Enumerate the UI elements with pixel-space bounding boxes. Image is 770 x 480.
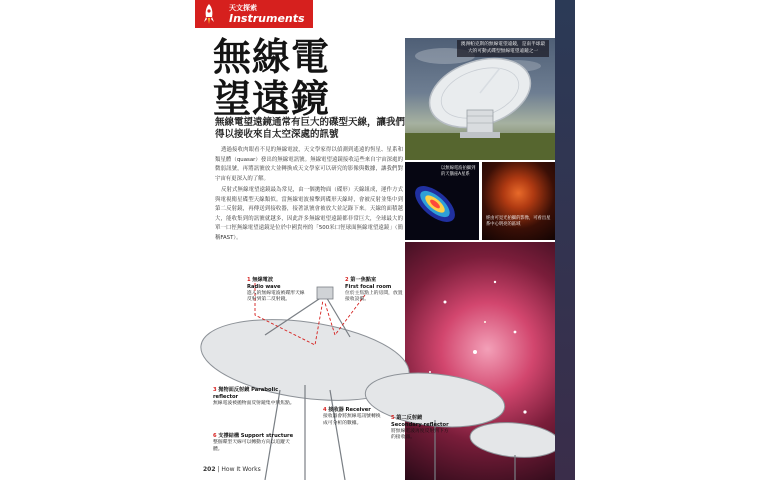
radio-image: [405, 162, 479, 240]
callout-radio-wave: [247, 277, 307, 304]
callout-2-en: First focal room: [345, 283, 392, 290]
article-subtitle: 無線電望遠鏡通常有巨大的碟型天線，讓我們得以接收來自太空深處的訊號: [215, 117, 406, 140]
callout-5-number: 5: [391, 415, 395, 421]
section-label-cn: 天文探索: [229, 4, 257, 12]
callout-6-number: 6: [213, 433, 217, 439]
callout-1-number: 1: [247, 277, 251, 283]
callout-3-cn: 拋物面反射鏡: [218, 387, 250, 393]
article-title: [213, 36, 330, 120]
callout-1-desc: 進入的無線電波被碟形天線反射到第二反射鏡。: [247, 290, 305, 303]
callout-1-en: Radio wave: [247, 283, 281, 290]
callout-4-number: 4: [323, 407, 327, 413]
callout-5-cn: 第二反射鏡: [396, 415, 423, 421]
callout-receiver: [323, 407, 383, 427]
callout-first-focal-room: [345, 277, 403, 304]
magazine-brand: How It Works: [221, 466, 261, 473]
radio-image-caption: 以無線電波拍攝到的天鵝座A星系: [441, 166, 476, 177]
callout-4-cn: 接收器: [328, 407, 344, 413]
body-paragraph-2: 反射式無線電望遠鏡最為常見，由一個拋物面（碟形）天線組成，運作方式與電視衛星碟型天線類似。當無線電波撞擊到碟形天線時，會被反射並集中到第二反射鏡，再傳送到接收器，接著訊號會被放大並記錄下來。天線的面積越大，能收集到的訊號就越多，因此許多無線電望遠鏡都非常巨大，全球最大的單一口徑無線電望遠鏡是位於中國貴州的「500米口徑球面無線電望遠鏡」（簡稱FAST）。: [215, 187, 403, 241]
rocket-icon: [201, 3, 217, 25]
dish-array-diagram: [195, 275, 555, 480]
optical-image-caption: 經由可見光拍攝的影像，可看出星系中心明亮的區域: [486, 216, 551, 227]
callout-secondary-reflector: [391, 415, 451, 442]
footer-divider: |: [217, 466, 220, 473]
callout-3-en: Parabolic reflector: [213, 387, 279, 400]
telescope-photo-caption: 澳洲帕克斯的無線電望遠鏡，是南半球最大的可動式碟型無線電望遠鏡之一: [457, 40, 549, 57]
callout-4-en: Receiver: [345, 407, 371, 413]
optical-image: [482, 162, 555, 240]
adjacent-page-edge: [555, 0, 575, 480]
page-footer: [203, 466, 261, 473]
article-body: [215, 146, 403, 245]
callout-2-number: 2: [345, 277, 349, 283]
title-line-1: 無線電: [213, 35, 331, 79]
callout-parabolic-reflector: [213, 387, 303, 407]
callout-5-en: Secondary reflector: [391, 421, 449, 428]
body-paragraph-1: 透過接收肉眼看不見的無線電波，天文學家得以偵測到遙遠的恆星、星系和類星體（quasar）發出的無線電訊號。無線電望遠鏡接收這些來自宇宙深處的微弱訊號，再將訊號放大並轉換成天文學家可以研究的影像與數據，讓我們對宇宙有更深入的了解。: [215, 147, 403, 182]
callout-2-cn: 第一焦點室: [350, 277, 377, 283]
callout-4-desc: 接收器會將無線電訊號轉換成可分析的數據。: [323, 413, 381, 426]
callout-2-desc: 位於主焦點上的房間，放置接收設備。: [345, 290, 403, 303]
callout-5-desc: 將無線電波再度反射到下方的接收器。: [391, 428, 449, 441]
callout-6-cn: 支撐結構: [218, 433, 240, 439]
section-header: [195, 0, 313, 28]
callout-3-number: 3: [213, 387, 217, 393]
magazine-page: [195, 0, 555, 480]
callout-3-desc: 無線電波被拋物面反射鏡集中到焦點。: [213, 400, 295, 406]
callout-6-en: Support structure: [240, 433, 294, 439]
callout-1-cn: 無線電波: [252, 277, 274, 283]
callout-support-structure: [213, 433, 299, 453]
callout-6-desc: 整個碟型天線可以轉動方向以追蹤天體。: [213, 439, 290, 452]
page-number: 202: [203, 466, 216, 473]
title-line-2: 望遠鏡: [213, 77, 331, 121]
section-label-en: Instruments: [229, 12, 305, 25]
